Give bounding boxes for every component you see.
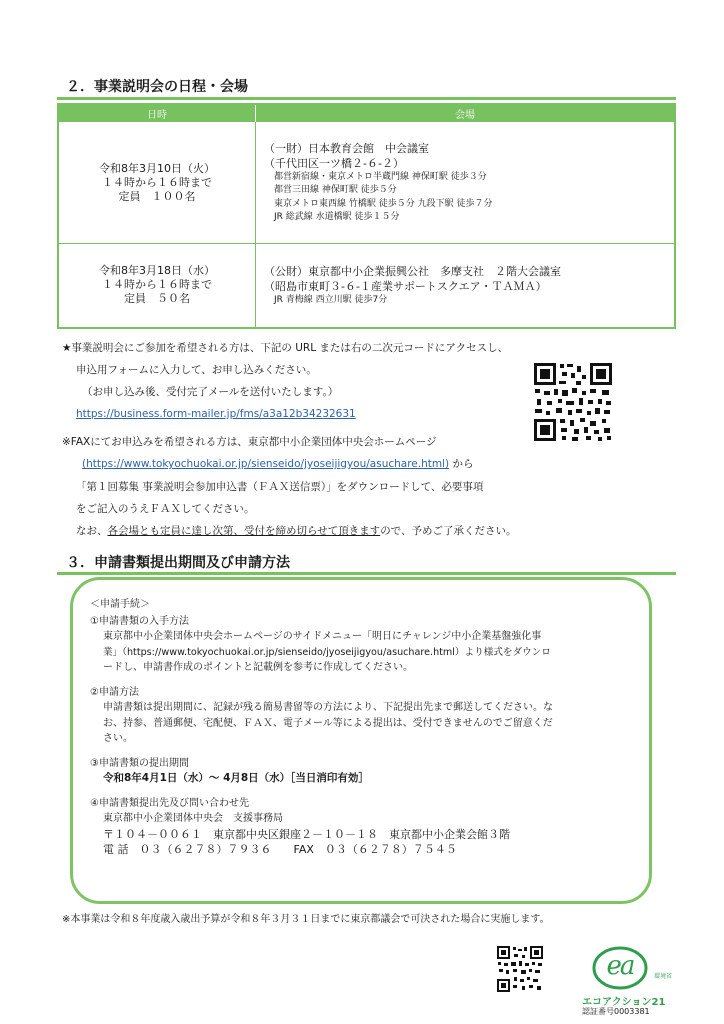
procedure-item-line: 東京都中小企業団体中央会ホームページのサイドメニュー「明日にチャレンジ中小企業基盤強化事 bbox=[103, 631, 542, 642]
fax-line-3: 「第１回募集 事業説明会参加申込書（ＦＡＸ送信票）」をダウンロードして、必要事項 bbox=[76, 481, 484, 493]
schedule-date: 令和8年3月10日（火） bbox=[99, 161, 215, 175]
footer-note: ※本事業は令和８年度歳入歳出予算が令和８年３月３１日までに東京都議会で可決された場合に実施します。 bbox=[62, 914, 550, 925]
procedure-item-label: ①申請書類の入手方法 bbox=[90, 615, 189, 627]
eco-name: エコアクション21 bbox=[582, 997, 666, 1008]
procedure-item-line: ードし、申請書作成のポイントと記載例を参考に作成してください。 bbox=[103, 662, 413, 673]
fax-line-5-underlined: 各会場とも定員に達し次第、受付を締め切らせて頂きます bbox=[107, 525, 381, 537]
section-3-underline bbox=[57, 572, 676, 575]
procedure-item-label: ②申請方法 bbox=[90, 686, 139, 698]
procedure-item-line: 業」（https://www.tokyochuokai.or.jp/sienseido/jyoseijigyou/asuchare.html）より様式をダウンロ bbox=[103, 646, 551, 658]
procedure-item-2 bbox=[90, 685, 645, 747]
schedule-time: １４時から１６時まで bbox=[102, 278, 212, 292]
procedure-item-1 bbox=[90, 614, 645, 676]
schedule-capacity: 定員 ５０名 bbox=[124, 292, 190, 306]
procedure-item-label: ④申請書類提出先及び問い合わせ先 bbox=[90, 797, 249, 809]
procedure-heading: ＜申請手続＞ bbox=[90, 599, 150, 610]
contact-phone-fax: 電 話 ０３（６２７８）７９３６ FAX ０３（６２７８）７５４５ bbox=[103, 843, 457, 856]
contact-address: 〒１０４－００６１ 東京都中央区銀座２－１０－１８ 東京都中小企業会館３階 bbox=[103, 827, 510, 841]
footer-qr-code[interactable] bbox=[496, 945, 544, 993]
notes-line-3: （お申し込み後、受付完了メールを送付いたします。） bbox=[82, 386, 339, 398]
venue-name: （一財）日本教育会館 中会議室 bbox=[264, 141, 429, 155]
submission-period: 令和8年4月1日（水）～ 4月8日（水）［当日消印有効］ bbox=[103, 772, 369, 784]
fax-line-5-suffix: ので、予めご了承ください。 bbox=[380, 525, 517, 537]
venue-access: JR 総武線 水道橋駅 徒歩１５分 bbox=[274, 212, 400, 222]
section-2-title: ２．事業説明会の日程・会場 bbox=[66, 79, 248, 95]
procedure-item-line: さい。 bbox=[103, 733, 133, 744]
procedure-item-line: お、持参、普通郵便、宅配便、ＦＡＸ、電子メール等による提出は、受付できませんのでご留意くだ bbox=[103, 717, 553, 729]
form-url-link[interactable]: https://business.form-mailer.jp/fms/a3a12b34232631 bbox=[76, 408, 356, 420]
eco-action-21-logo bbox=[582, 945, 682, 1017]
fax-url-line bbox=[82, 455, 473, 473]
procedure-box bbox=[70, 577, 652, 904]
fax-line-4: をご記入のうえＦＡＸしてください。 bbox=[76, 503, 255, 515]
venue-access: JR 青梅線 西立川駅 徒歩7分 bbox=[274, 294, 388, 305]
schedule-time: １４時から１６時まで bbox=[102, 175, 212, 189]
fax-url-link[interactable]: (https://www.tokyochuokai.or.jp/sienseido/jyoseijigyou/asuchare.html) bbox=[82, 458, 450, 470]
eco-cert-number: 認証番号0003381 bbox=[582, 1007, 650, 1016]
notes-line-1: ★事業説明会にご参加を希望される方は、下記の URL または右の二次元コードにアクセスし、 bbox=[62, 342, 509, 354]
header-venue: 会場 bbox=[256, 104, 676, 122]
procedure-item-3 bbox=[90, 756, 645, 787]
schedule-datetime-cell bbox=[58, 122, 256, 244]
section-3-title: ３．申請書類提出期間及び申請方法 bbox=[66, 555, 290, 571]
fax-line-5 bbox=[76, 522, 516, 540]
schedule-table bbox=[57, 103, 676, 329]
fax-line-5-prefix: なお、 bbox=[76, 525, 108, 537]
section-2-underline bbox=[57, 97, 676, 100]
schedule-header-row bbox=[58, 104, 675, 122]
fax-url-suffix: から bbox=[452, 458, 474, 470]
procedure-item-line: 申請書類は提出期間に、記録が残る簡易書留等の方法により、下記提出先まで郵送してください。な bbox=[103, 702, 553, 713]
schedule-row bbox=[58, 244, 675, 328]
schedule-datetime-cell bbox=[58, 244, 256, 328]
venue-access: 都営新宿線・東京メトロ半蔵門線 神保町駅 徒歩３分 bbox=[274, 171, 487, 182]
venue-access: 東京メトロ東西線 竹橋駅 徒歩５分 九段下駅 徒歩７分 bbox=[274, 198, 493, 209]
venue-access: 都営三田線 神保町駅 徒歩５分 bbox=[274, 185, 397, 195]
contact-org: 東京都中小企業団体中央会 支援事務局 bbox=[103, 813, 283, 824]
schedule-venue-cell bbox=[256, 244, 676, 328]
header-datetime: 日時 bbox=[58, 104, 256, 122]
venue-name: （公財）東京都中小企業振興公社 多摩支社 ２階大会議室 bbox=[264, 264, 561, 278]
fax-line-1: ※FAXにてお申込みを希望される方は、東京都中小企業団体中央会ホームページ bbox=[62, 436, 437, 448]
qr-code[interactable] bbox=[532, 361, 614, 443]
eco-logo-letters: ea bbox=[606, 951, 634, 981]
procedure-item-label: ③申請書類の提出期間 bbox=[90, 757, 189, 769]
schedule-venue-cell bbox=[256, 122, 676, 244]
schedule-capacity: 定員 １００名 bbox=[118, 189, 196, 203]
schedule-row bbox=[58, 122, 675, 244]
procedure-item-4 bbox=[90, 796, 645, 858]
notes-line-2: 申込用フォームに入力して、お申し込みください。 bbox=[76, 364, 317, 376]
venue-address: （千代田区一ツ橋２-６-２） bbox=[264, 156, 404, 170]
schedule-date: 令和8年3月18日（水） bbox=[99, 264, 215, 278]
venue-address: （昭島市東町３-６-１産業サポートスクエア・ＴＡＭＡ） bbox=[264, 279, 547, 293]
eco-small-label: 環境省 bbox=[654, 973, 673, 980]
